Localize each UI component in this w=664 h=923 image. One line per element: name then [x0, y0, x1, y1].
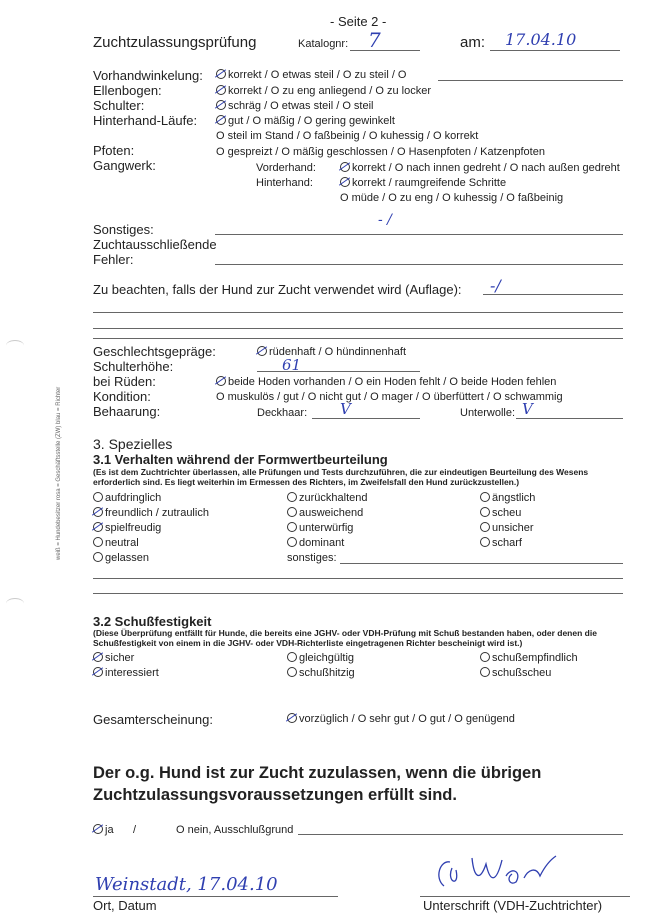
schulter-label: Schulter:	[93, 98, 145, 113]
punch-hole	[6, 340, 24, 351]
ausschl-label-1: Zuchtausschließende	[93, 237, 217, 252]
form-title: Zuchtzulassungsprüfung	[93, 34, 257, 51]
verhalten-sonstiges: sonstiges:	[287, 552, 337, 564]
gesamt-label: Gesamterscheinung:	[93, 712, 213, 727]
unterwolle-label: Unterwolle:	[460, 407, 516, 419]
ellenbogen-options: korrekt / O zu eng anliegend / O zu locker	[216, 85, 431, 97]
verhalten-1: aufdringlich	[93, 492, 161, 504]
ausschl-label-2: Fehler:	[93, 252, 134, 267]
punch-hole	[6, 598, 24, 609]
sonstiges-value: - /	[378, 212, 392, 228]
hinterhand-label: Hinterhand-Läufe:	[93, 113, 198, 128]
decision-line-2: Zuchtzulassungsvoraussetzungen erfüllt sind.	[93, 786, 457, 804]
ort-datum-label: Ort, Datum	[93, 898, 157, 913]
verhalten-6: zurückhaltend	[287, 492, 368, 504]
verhalten-5: gelassen	[93, 552, 149, 564]
section-31-note: (Es ist dem Zuchtrichter überlassen, alle Prüfungen und Tests durchzuführen, die zur eindeutigen Beurteilung des Wesens erforderlich sind. Es liegt weiterhin im Ermessen des Richters, im Zweifelsfall den Hund zurückzustellen.)	[93, 467, 589, 487]
schuss-4: schußhitzig	[287, 667, 355, 679]
verhalten-4: neutral	[93, 537, 139, 549]
hinterhand-gang-options-2: O müde / O zu eng / O kuhessig / O faßbeinig	[340, 192, 564, 204]
sonstiges-label: Sonstiges:	[93, 222, 154, 237]
vorhand-label: Vorhandwinkelung:	[93, 68, 203, 83]
verhalten-2: freundlich / zutraulich	[93, 507, 209, 519]
section-31-title: 3.1 Verhalten während der Formwertbeurteilung	[93, 452, 388, 467]
deckhaar-value: V	[340, 400, 351, 418]
hinterhand-gang-options: korrekt / raumgreifende Schritte	[340, 177, 506, 189]
rueden-label: bei Rüden:	[93, 374, 156, 389]
verhalten-9: dominant	[287, 537, 344, 549]
behaarung-label: Behaarung:	[93, 404, 161, 419]
schuss-6: schußscheu	[480, 667, 551, 679]
kondition-label: Kondition:	[93, 389, 151, 404]
am-label: am:	[460, 34, 486, 51]
verhalten-3: spielfreudig	[93, 522, 161, 534]
gangwerk-label: Gangwerk:	[93, 158, 156, 173]
schuss-2: interessiert	[93, 667, 159, 679]
verhalten-7: ausweichend	[287, 507, 363, 519]
section-32-note: (Diese Überprüfung entfällt für Hunde, die bereits eine JGHV- oder VDH-Prüfung mit Schuß bestanden haben, oder denen die Schußfestigkeit von einem in die JGHV- oder VDH-Richterliste eingetragenen Richter bescheinigt wird ist.)	[93, 628, 597, 648]
copy-distribution-note: weiß = Hundebesitzer rosa = Geschäftsstelle (ZW) blau = Richter	[56, 386, 62, 560]
geschlecht-label: Geschlechtsgepräge:	[93, 344, 216, 359]
date-value: 17.04.10	[505, 30, 577, 49]
katalog-label: Katalognr:	[298, 38, 349, 50]
nein-option: O nein, Ausschlußgrund	[176, 824, 294, 836]
unterwolle-value: V	[522, 400, 533, 418]
section-32-title: 3.2 Schußfestigkeit	[93, 614, 212, 629]
section-3-title: 3. Spezielles	[93, 436, 173, 452]
schuss-5: schußempfindlich	[480, 652, 578, 664]
signature-label: Unterschrift (VDH-Zuchtrichter)	[423, 898, 603, 913]
vorderhand-label: Vorderhand:	[256, 162, 316, 174]
verhalten-8: unterwürfig	[287, 522, 353, 534]
ja-option: ja	[93, 824, 114, 836]
schuss-1: sicher	[93, 652, 134, 664]
signature-image	[432, 848, 562, 898]
rueden-options: beide Hoden vorhanden / O ein Hoden fehlt / O beide Hoden fehlen	[216, 376, 556, 388]
deckhaar-label: Deckhaar:	[257, 407, 308, 419]
beachten-label: Zu beachten, falls der Hund zur Zucht verwendet wird (Auflage):	[93, 282, 462, 297]
geschlecht-options: rüdenhaft / O hündinnenhaft	[257, 346, 406, 358]
schuss-3: gleichgültig	[287, 652, 354, 664]
pfoten-label: Pfoten:	[93, 143, 135, 158]
divider-slash: /	[133, 824, 137, 836]
pfoten-options: O gespreizt / O mäßig geschlossen / O Hasenpfoten / Katzenpfoten	[216, 146, 545, 158]
schulterhoehe-label: Schulterhöhe:	[93, 359, 174, 374]
verhalten-10: ängstlich	[480, 492, 535, 504]
vorderhand-options: korrekt / O nach innen gedreht / O nach außen gedreht	[340, 162, 620, 174]
verhalten-13: scharf	[480, 537, 522, 549]
beachten-value: -/	[490, 276, 501, 295]
gesamt-options: vorzüglich / O sehr gut / O gut / O genügend	[287, 713, 515, 725]
katalog-value: 7	[368, 28, 381, 52]
schulterhoehe-value: 61	[282, 356, 302, 374]
ort-datum-value: Weinstadt, 17.04.10	[95, 874, 278, 895]
kondition-options: O muskulös / gut / O nicht gut / O mager / O überfüttert / O schwammig	[216, 391, 563, 403]
hinterhand-gang-label: Hinterhand:	[256, 177, 313, 189]
vorhand-options: korrekt / O etwas steil / O zu steil / O	[216, 69, 407, 81]
verhalten-11: scheu	[480, 507, 521, 519]
hinterhand-options: gut / O mäßig / O gering gewinkelt	[216, 115, 395, 127]
hinterhand-options-2: O steil im Stand / O faßbeinig / O kuhessig / O korrekt	[216, 130, 479, 142]
ellenbogen-label: Ellenbogen:	[93, 83, 162, 98]
schulter-options: schräg / O etwas steil / O steil	[216, 100, 374, 112]
page-number: - Seite 2 -	[330, 14, 387, 29]
verhalten-12: unsicher	[480, 522, 534, 534]
decision-line-1: Der o.g. Hund ist zur Zucht zuzulassen, wenn die übrigen	[93, 764, 542, 782]
